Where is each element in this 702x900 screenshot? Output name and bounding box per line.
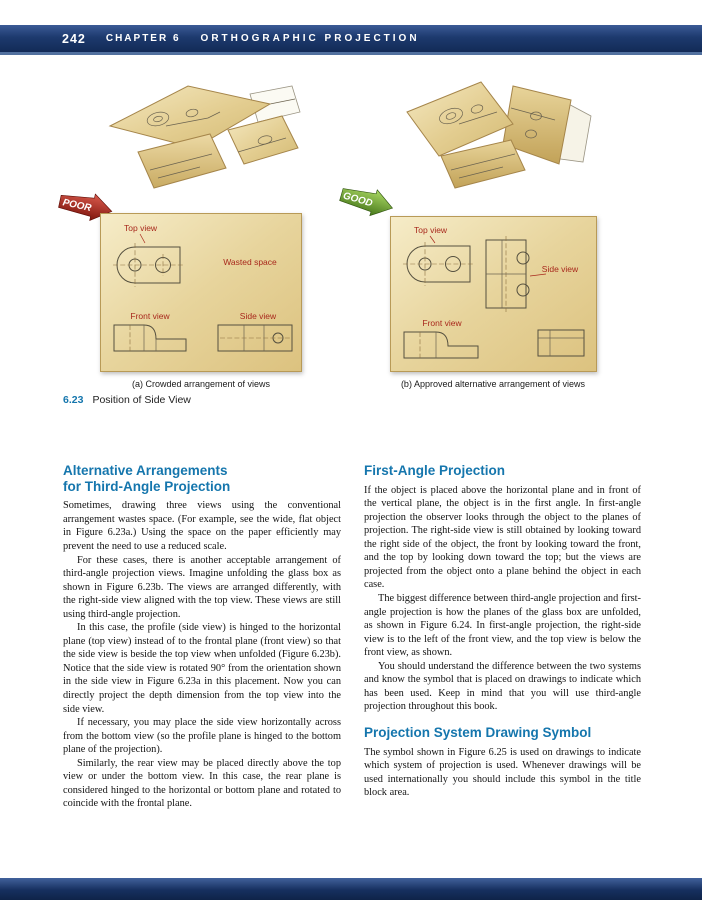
right-column (364, 463, 641, 800)
poor-ribbon-label: POOR (61, 197, 93, 215)
paragraph: For these cases, there is another acceptable arrangement of third-angle projection views. Imagine unfolding the glass box as shown in Figure 6.23b. The views are arranged differently, with the right-side view aligned with the top view. These views are still using third-angle projection. (63, 554, 341, 620)
panel-b-side-view-label: Side view (541, 264, 579, 274)
figure-b-flat-panel (390, 216, 597, 372)
left-column (63, 463, 341, 811)
page-number: 242 (62, 31, 86, 46)
figure-b-3d-illustration (393, 72, 593, 214)
good-ribbon-badge (336, 180, 399, 226)
paragraph: Sometimes, drawing three views using the conventional arrangement wastes space. (For example, see the wide, flat object in Figure 6.23a.) Using the space on the paper efficiently may prevent the need to use a reduced scale. (63, 500, 341, 552)
left-section-heading (63, 463, 341, 494)
chapter-title: ORTHOGRAPHIC PROJECTION (200, 33, 420, 44)
projection-symbol-heading: Projection System Drawing Symbol (364, 724, 592, 740)
panel-a-wasted-space-label: Wasted space (223, 257, 277, 267)
paragraph: Similarly, the rear view may be placed directly above the top view or under the bottom view. In this case, the rear plane is considered hinged to the horizontal or bottom plane and rotated to coincide with the frontal plane. (63, 757, 341, 810)
chapter-label: CHAPTER 6 (105, 33, 181, 44)
first-angle-heading: First-Angle Projection (364, 463, 506, 478)
figure-a-3d-illustration (100, 74, 310, 214)
figure-b-caption: (b) Approved alternative arrangement of views (400, 379, 586, 389)
figure-number: 6.23 (63, 394, 84, 406)
paragraph: The biggest difference between third-angle projection and first-angle projection is how the planes of the glass box are unfolded, as shown in Figure 6.24. In first-angle projection, the right-side view is to the left of the front view, and the top view is below the front view, as shown. (364, 593, 641, 659)
panel-a-side-view-label: Side view (239, 311, 277, 321)
panel-b-front-view-label: Front view (422, 318, 462, 328)
good-ribbon-label: GOOD (341, 190, 374, 210)
left-heading-line2: for Third-Angle Projection (63, 478, 231, 494)
figure-title: Position of Side View (92, 394, 191, 406)
paragraph: The symbol shown in Figure 6.25 is used on drawings to indicate which system of projection is used. Whenever drawings will be used internationally you should include this symbol in the title block area. (364, 746, 641, 799)
panel-b-top-view-label: Top view (414, 225, 448, 235)
paragraph: You should understand the difference between the two systems and know the symbol that is placed on drawings to indicate which has been used. Keep in mind that you will use third-angle projection throughout this book. (364, 660, 641, 713)
glass-box-front-panel (138, 134, 226, 188)
paragraph: If necessary, you may place the side view horizontally across from the bottom view (so the profile plane is hinged to the bottom plane of the projection). (63, 717, 341, 756)
figure-a-flat-panel (100, 213, 302, 372)
paragraph: If the object is placed above the horizontal plane and in front of the vertical plane, the object is in the first angle. In first-angle projection the observer looks through the object to the planes of projection. The right-side view is still obtained by looking toward the right side of the object, the front by looking toward the front, and the top by looking down toward the top; but the views are projected from the object onto a plane behind the object in each case. (364, 484, 641, 591)
page-footer-bar (0, 878, 702, 900)
left-heading-line1: Alternative Arrangements (63, 463, 228, 478)
panel-a-background (101, 214, 302, 372)
chapter-header-bar (0, 25, 702, 55)
paragraph: In this case, the profile (side view) is hinged to the horizontal plane (top view) instead of to the frontal plane (front view) so that the side view is beside the top view when unfolded (Figure 6.23b). Notice that the side view is rotated 90° from the orientation shown in the side view in Figure 6.23a in this placement. Now you can directly project the depth dimension from the top view into the side view. (63, 622, 341, 715)
glass-box-side-panel (228, 116, 298, 164)
panel-a-top-view-label: Top view (124, 223, 158, 233)
panel-a-front-view-label: Front view (130, 311, 170, 321)
figure-a-caption: (a) Crowded arrangement of views (131, 379, 271, 389)
figure-number-line (63, 394, 191, 406)
